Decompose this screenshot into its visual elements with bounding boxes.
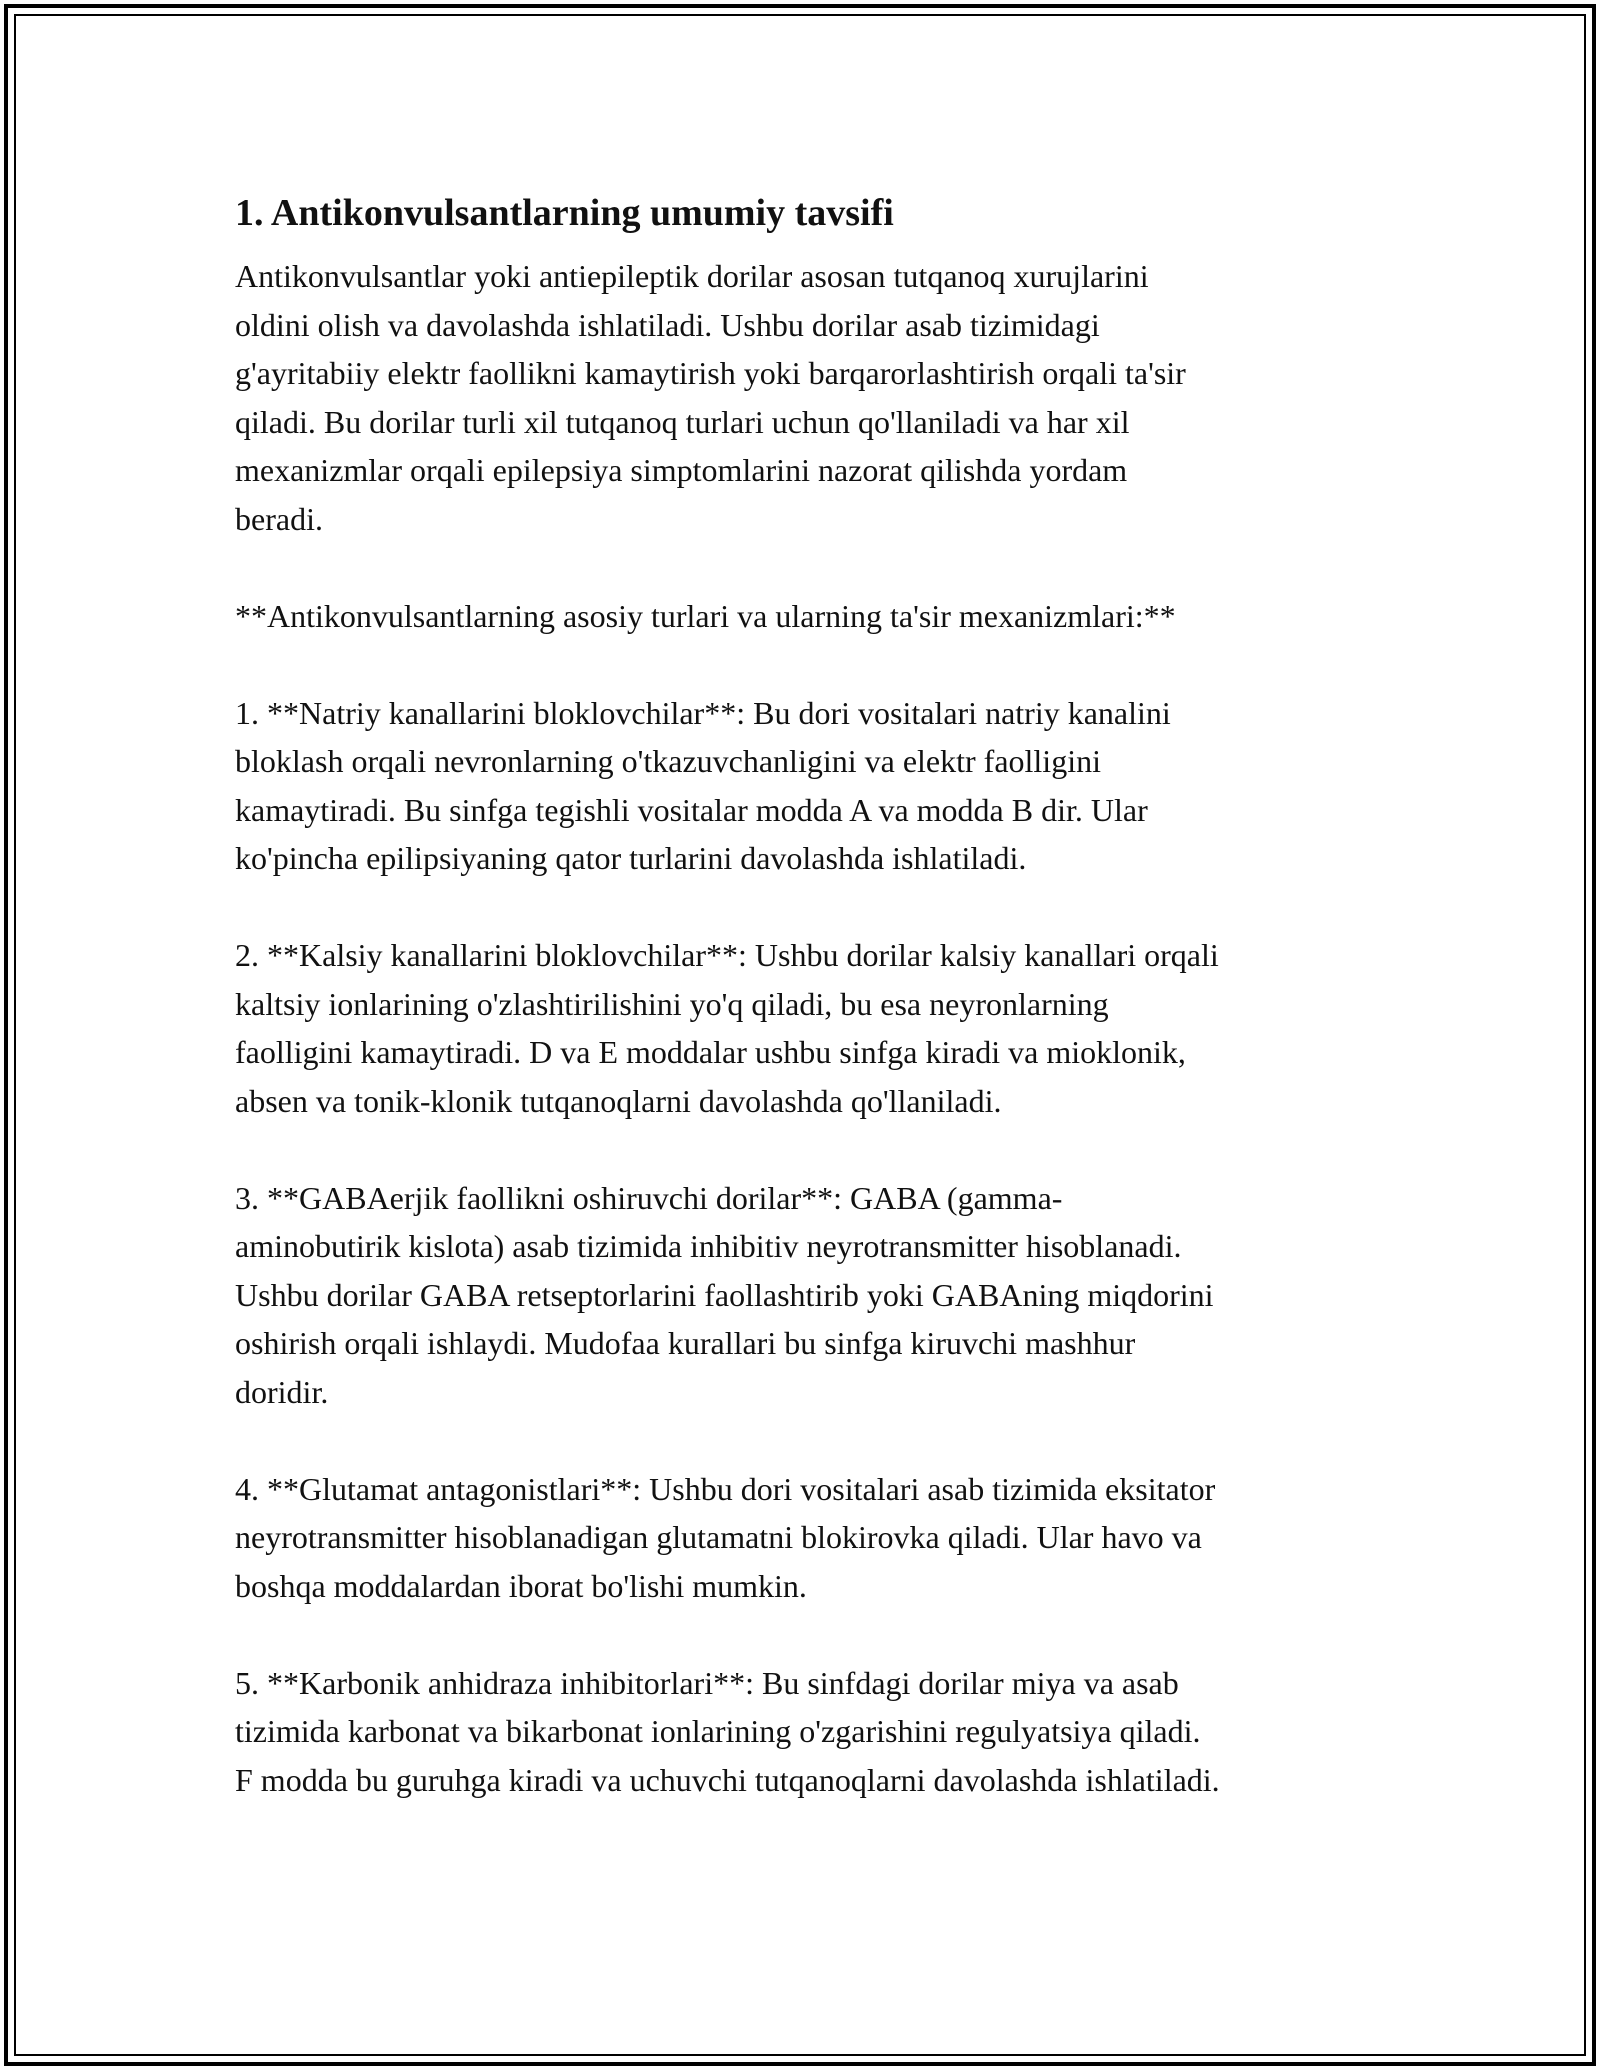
paragraph-gap <box>235 543 1375 592</box>
section-title: 1. Antikonvulsantlarning umumiy tavsifi <box>235 192 894 234</box>
list-item-line: tizimida karbonat va bikarbonat ionlarining o'zgarishini regulyatsiya qiladi. <box>235 1713 1201 1749</box>
list-item <box>235 931 1375 1125</box>
list-item <box>235 1465 1375 1611</box>
paragraph-gap <box>235 640 1375 689</box>
paragraph-gap <box>235 883 1375 932</box>
list-item-line: 5. **Karbonik anhidraza inhibitorlari**: Bu sinfdagi dorilar miya va asab <box>235 1664 1179 1701</box>
list-item-line: kaltsiy ionlarining o'zlashtirilishini yo'q qiladi, bu esa neyronlarning <box>235 985 1109 1022</box>
list-item-line: 2. **Kalsiy kanallarini bloklovchilar**: Ushbu dorilar kalsiy kanallari orqali <box>235 937 1219 973</box>
list-item-line: Ushbu dorilar GABA retseptorlarini faollashtirib yoki GABAning miqdorini <box>235 1276 1214 1313</box>
intro-line: mexanizmlar orqali epilepsiya simptomlarini nazorat qilishda yordam <box>235 452 1128 488</box>
list-item-line: 3. **GABAerjik faollikni oshiruvchi dorilar**: GABA (gamma- <box>235 1179 1063 1216</box>
paragraph-gap <box>235 1125 1375 1174</box>
intro-line: Antikonvulsantlar yoki antiepileptik dorilar asosan tutqanoq xurujlarini <box>235 258 1149 294</box>
list-item-line: bloklash orqali nevronlarning o'tkazuvchanligini va elektr faolligini <box>235 743 1101 779</box>
list-item <box>235 689 1375 883</box>
list-item <box>235 1174 1375 1417</box>
list-item-line: ko'pincha epilipsiyaning qator turlarini davolashda ishlatiladi. <box>235 840 1027 876</box>
paragraph-gap <box>235 1416 1375 1465</box>
list-item-line: kamaytiradi. Bu sinfga tegishli vositalar modda A va modda B dir. Ular <box>235 791 1148 828</box>
intro-line: qiladi. Bu dorilar turli xil tutqanoq turlari uchun qo'llaniladi va har xil <box>235 403 1130 440</box>
list-item-line: aminobutirik kislota) asab tizimida inhibitiv neyrotransmitter hisoblanadi. <box>235 1228 1182 1264</box>
paragraph-gap <box>235 1610 1375 1659</box>
intro-line: beradi. <box>235 500 323 537</box>
list-item-line: doridir. <box>235 1373 329 1410</box>
subheading: **Antikonvulsantlarning asosiy turlari va ularning ta'sir mexanizmlari:** <box>235 597 1176 634</box>
list-item-line: F modda bu guruhga kiradi va uchuvchi tutqanoqlarni davolashda ishlatiladi. <box>235 1761 1220 1798</box>
list-item-line: oshirish orqali ishlaydi. Mudofaa kurallari bu sinfga kiruvchi mashhur <box>235 1325 1136 1361</box>
list-item-line: 1. **Natriy kanallarini bloklovchilar**: Bu dori vositalari natriy kanalini <box>235 694 1171 731</box>
list-item <box>235 1659 1375 1805</box>
intro-paragraph <box>235 252 1375 543</box>
intro-line: oldini olish va davolashda ishlatiladi. Ushbu dorilar asab tizimidagi <box>235 306 1100 343</box>
document-body <box>235 180 1375 1804</box>
list-item-line: boshqa moddalardan iborat bo'lishi mumkin. <box>235 1567 807 1604</box>
list-item-line: faolligini kamaytiradi. D va E moddalar ushbu sinfga kiradi va mioklonik, <box>235 1034 1186 1070</box>
list-item-line: 4. **Glutamat antagonistlari**: Ushbu dori vositalari asab tizimida eksitator <box>235 1470 1216 1507</box>
list-item-line: absen va tonik-klonik tutqanoqlarni davolashda qo'llaniladi. <box>235 1082 1002 1119</box>
intro-line: g'ayritabiiy elektr faollikni kamaytirish yoki barqarorlashtirish orqali ta'sir <box>235 355 1186 391</box>
list-item-line: neyrotransmitter hisoblanadigan glutamatni blokirovka qiladi. Ular havo va <box>235 1519 1202 1555</box>
